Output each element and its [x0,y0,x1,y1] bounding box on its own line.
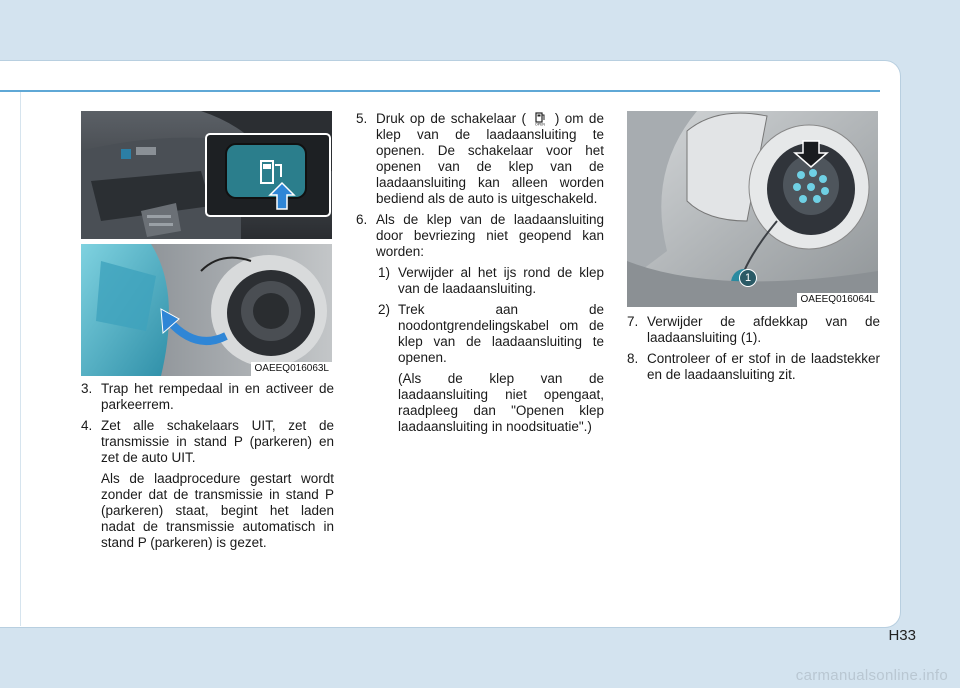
substep-number: 1) [378,265,391,280]
header-rule [0,90,880,92]
step-number: 4. [81,418,93,433]
figure-code: OAEEQ016064L [797,293,879,307]
step-text: Controleer of er stof in de laadstekker en de laadaansluiting zit. [647,351,880,382]
step-4 [81,418,334,466]
step-text-after: ) om de klep van de laadaansluiting te openen. De schakelaar voor het openen van de klep van de laadaansluiting kan alleen worden bediend als de auto is uitgeschakeld. [376,111,604,206]
step-text: Verwijder de afdekkap van de laadaansluiting (1). [647,314,880,345]
step-6 [356,212,604,260]
charge-door-switch-icon [531,112,549,126]
step-7 [627,314,880,346]
step-number: 7. [627,314,639,329]
column-2 [356,111,604,440]
substep-text: Verwijder al het ijs rond de klep van de laadaansluiting. [398,265,604,296]
step-number: 8. [627,351,639,366]
page-number: H33 [888,627,916,644]
substep-1 [378,265,604,297]
figure-charging-inlet [627,111,878,307]
step-number: 3. [81,381,93,396]
step-8 [627,351,880,383]
step-text: Trap het rempedaal in en activeer de parkeerrem. [101,381,334,412]
callout-1: 1 [739,269,757,287]
figure-code: OAEEQ016063L [251,362,333,376]
step-text: Zet alle schakelaars UIT, zet de transmissie in stand P (parkeren) en zet de auto UIT. [101,418,334,465]
substep-2-note: (Als de klep van de laadaansluiting niet opengaat, raadpleeg dan "Openen klep laadaansluiting in noodsituatie".) [398,371,604,434]
figure-illustration [81,111,332,376]
substep-text: Trek aan de noodontgrendelingskabel om de klep van de laadaansluiting te openen. [398,302,604,365]
step-3 [81,381,334,413]
step-5 [356,111,604,207]
column-1 [81,381,334,556]
step-text-before: Druk op de schakelaar ( [376,111,526,126]
step-text: Als de klep van de laadaansluiting door bevriezing niet geopend kan worden: [376,212,604,259]
step-number: 5. [356,111,368,126]
substep-number: 2) [378,302,391,317]
column-3 [627,314,880,383]
figure-charge-door-switch-and-port [81,111,332,376]
margin-line [20,92,21,626]
substep-2 [378,302,604,366]
step-4-note: Als de laadprocedure gestart wordt zonder dat de transmissie in stand P (parkeren) staat, begint het laden nadat de transmissie automatisch in stand P (parkeren) is gezet. [101,471,334,550]
watermark: carmanualsonline.info [795,667,948,684]
switch-icon-label: OPEN [535,122,546,126]
step-number: 6. [356,212,368,227]
